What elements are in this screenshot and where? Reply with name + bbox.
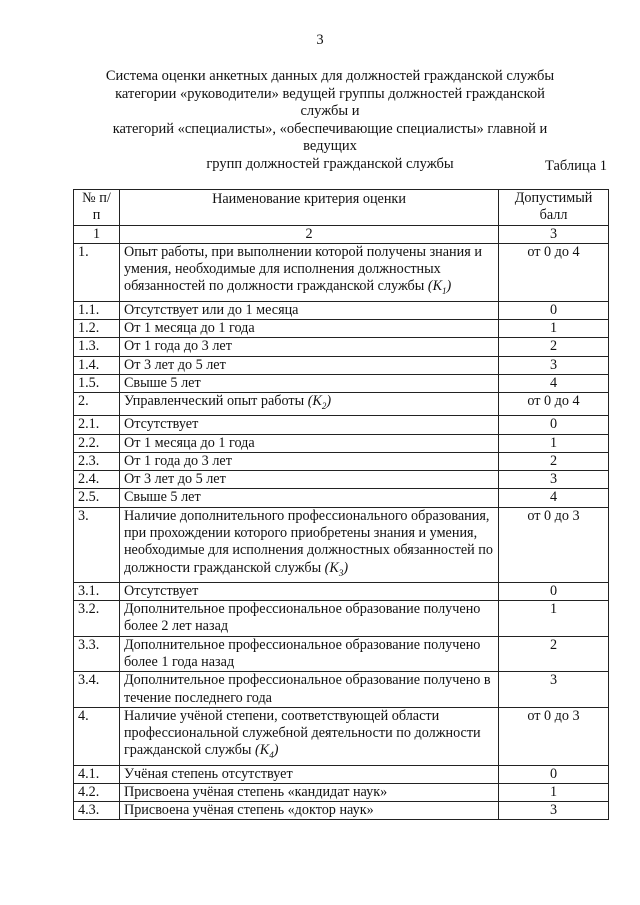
table-row bbox=[74, 301, 609, 319]
criterion-name: Отсутствует bbox=[119, 582, 498, 600]
coefficient-label: $(K_2)$ bbox=[307, 393, 332, 411]
table-row bbox=[74, 489, 609, 507]
allowed-score: 1 bbox=[499, 319, 609, 337]
allowed-score: 3 bbox=[499, 802, 609, 820]
table-row bbox=[74, 243, 609, 301]
row-number: 3.2. bbox=[74, 601, 120, 637]
column-number: 1 bbox=[74, 225, 120, 243]
criterion-name: Управленческий опыт работы $(K_2)$ bbox=[119, 393, 498, 416]
allowed-score: 0 bbox=[499, 301, 609, 319]
row-number: 3.4. bbox=[74, 672, 120, 708]
allowed-score: 0 bbox=[499, 765, 609, 783]
criterion-name: От 1 года до 3 лет bbox=[119, 338, 498, 356]
table-row bbox=[74, 471, 609, 489]
table-row bbox=[74, 582, 609, 600]
criterion-name: От 3 лет до 5 лет bbox=[119, 471, 498, 489]
row-number: 4.2. bbox=[74, 783, 120, 801]
row-number: 2. bbox=[74, 393, 120, 416]
allowed-score: от 0 до 4 bbox=[499, 393, 609, 416]
allowed-score: от 0 до 4 bbox=[499, 243, 609, 301]
row-number: 2.3. bbox=[74, 452, 120, 470]
allowed-score: 3 bbox=[499, 356, 609, 374]
row-number: 2.5. bbox=[74, 489, 120, 507]
criterion-name: Наличие учёной степени, соответствующей области профессиональной служебной деятельности по должности гражданской службы $(K_4)$ bbox=[119, 707, 498, 765]
criterion-name: От 1 года до 3 лет bbox=[119, 452, 498, 470]
table-row bbox=[74, 356, 609, 374]
criterion-name: Дополнительное профессиональное образование получено в течение последнего года bbox=[119, 672, 498, 708]
allowed-score: 2 bbox=[499, 338, 609, 356]
criterion-name: Отсутствует bbox=[119, 416, 498, 434]
row-number: 3. bbox=[74, 507, 120, 582]
table-row bbox=[74, 319, 609, 337]
criterion-name: Свыше 5 лет bbox=[119, 374, 498, 392]
title-line: Система оценки анкетных данных для должностей гражданской службы bbox=[105, 68, 555, 84]
row-number: 4.3. bbox=[74, 802, 120, 820]
table-row bbox=[74, 338, 609, 356]
allowed-score: 1 bbox=[499, 601, 609, 637]
table-row bbox=[74, 393, 609, 416]
criterion-name: Отсутствует или до 1 месяца bbox=[119, 301, 498, 319]
criterion-name: Дополнительное профессиональное образование получено более 1 года назад bbox=[119, 636, 498, 672]
criterion-name: От 1 месяца до 1 года bbox=[119, 434, 498, 452]
row-number: 2.1. bbox=[74, 416, 120, 434]
header-score: Допустимый балл bbox=[499, 190, 609, 226]
table-row bbox=[74, 636, 609, 672]
column-number-row bbox=[74, 225, 609, 243]
title-line: категории «руководители» ведущей группы должностей гражданской службы и bbox=[115, 85, 545, 119]
criterion-name: От 1 месяца до 1 года bbox=[119, 319, 498, 337]
row-number: 3.3. bbox=[74, 636, 120, 672]
document-title bbox=[95, 68, 565, 173]
allowed-score: 3 bbox=[499, 672, 609, 708]
row-number: 1.1. bbox=[74, 301, 120, 319]
table-row bbox=[74, 783, 609, 801]
row-number: 2.2. bbox=[74, 434, 120, 452]
criterion-name: Учёная степень отсутствует bbox=[119, 765, 498, 783]
row-number: 1.5. bbox=[74, 374, 120, 392]
row-number: 1.3. bbox=[74, 338, 120, 356]
allowed-score: 2 bbox=[499, 636, 609, 672]
criterion-name: Дополнительное профессиональное образование получено более 2 лет назад bbox=[119, 601, 498, 637]
coefficient-label: $(K_1)$ bbox=[427, 278, 452, 297]
row-number: 4.1. bbox=[74, 765, 120, 783]
criterion-name: Присвоена учёная степень «кандидат наук» bbox=[119, 783, 498, 801]
table-row bbox=[74, 802, 609, 820]
row-number: 2.4. bbox=[74, 471, 120, 489]
row-number: 3.1. bbox=[74, 582, 120, 600]
criterion-name: Наличие дополнительного профессионального образования, при прохождении которого приобретены знания и умения, необходимые для исполнения должностных обязанностей по должности гражданской службы $(K_3)$ bbox=[119, 507, 498, 582]
title-line: групп должностей гражданской службы bbox=[206, 155, 454, 172]
allowed-score: 0 bbox=[499, 416, 609, 434]
criterion-name: Присвоена учёная степень «доктор наук» bbox=[119, 802, 498, 820]
header-name: Наименование критерия оценки bbox=[119, 190, 498, 226]
table-row bbox=[74, 374, 609, 392]
row-number: 1. bbox=[74, 243, 120, 301]
criterion-name: Опыт работы, при выполнении которой получены знания и умения, необходимые для исполнения должностных обязанностей по должности гражданской службы $(K_1)$ bbox=[119, 243, 498, 301]
criterion-name: Свыше 5 лет bbox=[119, 489, 498, 507]
table-row bbox=[74, 765, 609, 783]
table-row bbox=[74, 672, 609, 708]
allowed-score: 2 bbox=[499, 452, 609, 470]
allowed-score: от 0 до 3 bbox=[499, 507, 609, 582]
table-row bbox=[74, 707, 609, 765]
row-number: 1.2. bbox=[74, 319, 120, 337]
allowed-score: 4 bbox=[499, 489, 609, 507]
table-caption: Таблица 1 bbox=[544, 158, 607, 174]
allowed-score: 1 bbox=[499, 783, 609, 801]
table-header-row bbox=[74, 190, 609, 226]
table-row bbox=[74, 452, 609, 470]
allowed-score: 4 bbox=[499, 374, 609, 392]
title-line: категорий «специалисты», «обеспечивающие специалисты» главной и ведущих bbox=[112, 120, 548, 154]
row-number: 1.4. bbox=[74, 356, 120, 374]
column-number: 2 bbox=[119, 225, 498, 243]
table-row bbox=[74, 434, 609, 452]
table-row bbox=[74, 416, 609, 434]
header-num: № п/п bbox=[74, 190, 120, 226]
allowed-score: 3 bbox=[499, 471, 609, 489]
row-number: 4. bbox=[74, 707, 120, 765]
allowed-score: от 0 до 3 bbox=[499, 707, 609, 765]
table-row bbox=[74, 601, 609, 637]
table-row bbox=[74, 507, 609, 582]
allowed-score: 0 bbox=[499, 582, 609, 600]
criterion-name: От 3 лет до 5 лет bbox=[119, 356, 498, 374]
allowed-score: 1 bbox=[499, 434, 609, 452]
page-number: 3 bbox=[316, 32, 324, 48]
column-number: 3 bbox=[499, 225, 609, 243]
coefficient-label: $(K_3)$ bbox=[324, 559, 349, 578]
coefficient-label: $(K_4)$ bbox=[255, 742, 279, 761]
criteria-table bbox=[73, 189, 609, 820]
